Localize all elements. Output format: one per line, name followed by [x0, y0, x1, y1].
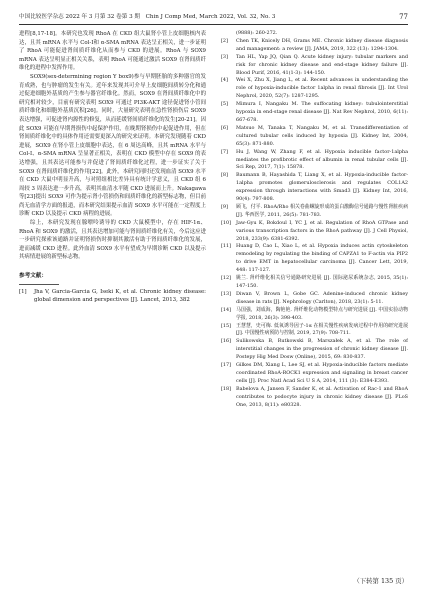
body-paragraph: 进程[8,17-18]。本研究也发现 RhoA 在 CKD 组大鼠肾小管上皮细胞核内表达，且其 mRNA 水平与 Col-Ⅰ和 α-SMA mRNA 表达呈正相关，进一步证明了 RhoA 可能促进肾间质纤维化从而参与 CKD 的进展。RhoA 与 SOX9 mRNA 表达呈明显正相关关系，表明 RhoA 可能通过激活 SOX9 在肾间质纤维化的进程中发挥作用。 [19, 31, 206, 72]
reference-number: [18] [221, 385, 232, 392]
reference-text: Huang D, Cao L, Xiao L, et al. Hypoxia induces actin cytoskeleton remodeling by regulating the binding of CAPZA1 to F-actin via PIP2 to drive EMT in hepatocellular carcinoma [J]. Cancer Lett, 2019, 448: 117-127. [236, 243, 408, 274]
body-paragraph: 综上，本研究发现在腺嘌呤诱导的 CKD 大鼠模型中，存在 HIF-1α、RhoA 和 SOX9 的激活，且其表达增加可能与肾间质纤维化有关，今后这应进一步研究探索该通路并证明肾损伤时抑制其激活有助于肾间质纤维化的发展，进而减缓 CKD 进程。此外血清 SOX9 水平有望成为早期诊断 CKD 以及提示其病情进展的新型标志物。 [19, 220, 206, 261]
reference-item [221, 307, 408, 323]
reference-item [221, 220, 408, 244]
reference-item [19, 288, 206, 305]
body-paragraph: SOX9(sex-determining region Y box9)参与早期胚胎的多种器官的发育成熟，也与肿瘤的发生有关。近年来发现其可介导上皮细胞间质转分化和通过促进细胞外基质的产生参与器官纤维化。然而，SOX9 在肾间质纤维化中的研究相对较少，目前有研究表明 SOX9 可通过 PI3K-AKT 途径促进肾小管间质纤维化和细胞外基质沉积[26]。同时，大量研究表明在急性肾损伤后 SOX9 表达增强，可促进肾内源性的修复，从而延缓肾间质纤维化的发生[20-21]。因此 SOX9 可能在早期肾损伤中起保护作用，在晚期肾损伤中起促进作用，但在肾间质纤维化中的具体作用还需要更深入的研究来证明。本研究发现随着 CKD 进展，SOX9 在肾小管上皮细胞中表达，在 6 周达高峰，且其 mRNA 水平与 Col-Ⅰ、α-SMA mRNA 呈显著正相关，表明在 CKD 模型中存在 SOX9 的表达增强，且其表达可能参与并促进了肾间质纤维化过程，进一步证实了关于 SOX9 在肾间质纤维化的作用[22]。此外，本研究同时还发现血清 SOX9 水平在 CKD 大鼠中明显升高，与对照组相比差异具有统计学意义，且 CKD 组 6 周较 3 周表达进一步升高，表明其血清水平随 CKD 进展而上升。Nakagawa 等[23]提出 SOX9 可作为提示肾小管损伤和间质纤维化的新型标志物，但目前尚无血清学方面的报道，而本研究结果提示血清 SOX9 水平可能在一定程度上诊断 CKD 以及提示 CKD 病程的进展。 [19, 73, 206, 218]
reference-item [221, 38, 408, 54]
reference-text: Matsuo M, Tanaka T, Nangaku M, et al. Transdifferentiation of cultured tubular cells induced by hypoxia [J]. Kidney Int, 2004, 65(3): 871-880. [236, 124, 408, 147]
reference-text: Jaw-Gyu K, Bokdoul I, YC J, et al. Regulation of RhoA GTPase and various transcription factors in the RhoA pathway [J]. J Cell Physiol, 2018, 233(9): 6381-6392. [236, 219, 408, 242]
reference-item [221, 338, 408, 362]
reference-number: [1] [19, 288, 27, 295]
reference-number: [5] [221, 101, 228, 108]
reference-item [221, 30, 408, 38]
reference-item [221, 204, 408, 220]
reference-item [221, 362, 408, 386]
reference-number: [12] [221, 275, 232, 282]
reference-number: [10] [221, 219, 232, 226]
reference-text: Mimura I, Nangaku M. The suffocating kidney: tubulointerstitial hypoxia in end-stage renal disease [J]. Nat Rev Nephrol, 2010, 6(11): 667-678. [236, 101, 408, 123]
reference-text: Diwan V, Brown L, Gobe GC. Adenine-induced chronic kidney disease in rats [J]. Nephrology (Carlton), 2018, 23(1): 5-11. [236, 290, 408, 305]
reference-number: [14] [221, 306, 232, 313]
reference-text: 王慧慧，史可梅. 低氧诱导因子-1α 在相关慢性疾病发病过程中作用的研究进展 [J]. 中国慢性病预防与控制, 2019, 27(9): 708-711. [236, 322, 408, 337]
reference-item [221, 172, 408, 204]
reference-number: [2] [221, 37, 228, 44]
reference-text: 顾飞，付平. RhoA/Rho 相关卷曲螺旋形成的蛋白激酶信号通路与慢性肾脏疾病 [J]. 华西医学, 2011, 26(5): 781-783. [236, 203, 408, 218]
reference-number: [9] [221, 203, 228, 210]
page-number: 77 [399, 13, 408, 21]
reference-text: Wei X, Zhu X, Jiang L, et al. Recent advances in understanding the role of hypoxia-inducible factor 1alpha in renal fibrosis [J]. Int Urol Nephrol, 2020, 52(7): 1287-1295. [236, 77, 408, 100]
references-heading: 参考文献： [19, 273, 47, 280]
reference-item [221, 386, 408, 410]
reference-item [221, 54, 408, 78]
reference-text: Gilkes DM, Xiang L, Lee SJ, et al. Hypoxia-inducible factors mediate coordinated RhoA-ROCK1 expression and signaling in breast cancer cells [J]. Proc Natl Acad Sci U S A, 2014, 111 (3): E384-E393. [236, 362, 408, 384]
reference-number: [7] [221, 148, 228, 155]
reference-text: Sulikowska B, Rutkowski B, Marszałek A, et al. The role of interstitial changes in the progression of chronic kidney disease [J]. Postepy Hig Med Dosw (Online), 2015, 69: 830-837. [236, 338, 408, 361]
reference-number: [15] [221, 322, 232, 329]
reference-number: [3] [221, 53, 228, 60]
reference-number: [13] [221, 290, 232, 297]
reference-item [221, 149, 408, 173]
reference-number: [17] [221, 362, 232, 369]
reference-number: [6] [221, 124, 228, 131]
reference-number: [11] [221, 243, 232, 250]
reference-item [221, 77, 408, 101]
reference-text: Babelova A, Jansen F, Sander K, et al. Activation of Rac-1 and RhoA contributes to podocyte injury in chronic kidney disease [J]. PLoS One, 2013, 8(11): e80328. [236, 385, 408, 408]
reference-item [221, 101, 408, 125]
reference-number [221, 30, 236, 38]
reference-text: (9888): 260-272. [236, 30, 278, 36]
reference-item [221, 243, 408, 275]
running-header [19, 12, 408, 25]
reference-text: Baumann B, Hayashida T, Liang X, et al. Hypoxia-inducible factor-1alpha promotes glomerulosclerosis and regulates COL1A2 expression through interactions with Smad3 [J]. Kidney Int, 2016, 90(4): 797-808. [236, 172, 408, 203]
references-divider [19, 284, 59, 285]
reference-item [221, 275, 408, 291]
reference-text: Jha V, Garcia-Garcia G, Iseki K, et al. Chronic kidney disease: global dimension and perspectives [J]. Lancet, 2013, 382 [34, 288, 206, 304]
reference-text: Tan HL, Yap JQ, Qian Q. Acute kidney injury: tubular markers and risk for chronic kidney disease and end-stage kidney failure [J]. Blood Purif, 2016, 41(1-3): 144-150. [236, 53, 408, 76]
right-column [221, 30, 408, 586]
reference-text: 姚兰. 肾纤维化相关信号通路研究进展 [J]. 国际泌尿系统杂志, 2015, 35(1): 147-150. [236, 275, 408, 289]
journal-line: 中国比较医学杂志 2022 年 3 月第 32 卷第 3 期 Chin J Comp Med, March 2022, Vol. 32, No. 3 [19, 14, 276, 20]
reference-number: [16] [221, 338, 232, 345]
continued-note: （下转第 135 页） [353, 577, 408, 585]
left-column [19, 30, 206, 570]
reference-text: 马国强，刘成海，陶艳艳. 肾纤维化动物模型特点与研究进展 [J]. 中国实验动物学报, 2018, 26(3): 398-403. [236, 306, 408, 321]
reference-item [221, 291, 408, 307]
reference-item [221, 323, 408, 339]
reference-text: Chen TK, Knicely DH, Grams ME. Chronic kidney disease diagnosis and management: a review [J]. JAMA, 2019, 322 (13): 1294-1304. [236, 37, 408, 52]
reference-number: [4] [221, 77, 228, 84]
reference-number: [8] [221, 172, 228, 179]
reference-text: Hu J, Wang W, Zhang F, et al. Hypoxia inducible factor-1alpha mediates the profibrotic effect of albumin in renal tubular cells [J]. Sci Rep, 2017, 7(1): 15878. [236, 148, 408, 171]
reference-item [221, 125, 408, 149]
